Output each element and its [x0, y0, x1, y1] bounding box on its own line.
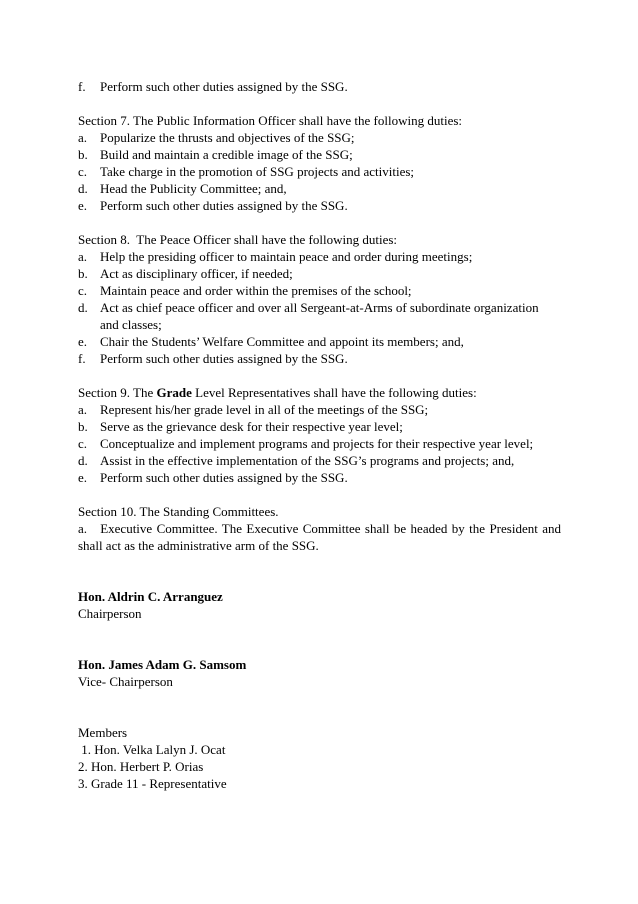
- section-10-heading: Section 10. The Standing Committees.: [78, 504, 279, 519]
- section-10-paragraph: a. Executive Committee. The Executive Committee shall be headed by the President and shall act as the administrative arm of the SSG.: [78, 521, 565, 553]
- list-item: [78, 469, 561, 486]
- list-text: Perform such other duties assigned by the SSG.: [100, 79, 348, 94]
- vice-chairperson-name-text: Hon. James Adam G. Samsom: [78, 657, 247, 672]
- chairperson-name: [78, 588, 561, 605]
- list-text: Chair the Students’ Welfare Committee and appoint its members; and,: [100, 334, 464, 349]
- heading-bold-text: Grade: [156, 385, 192, 400]
- list-marker: c.: [78, 283, 88, 298]
- heading-text: Section 9. The: [78, 385, 157, 400]
- list-marker: e.: [78, 334, 88, 349]
- list-item: [78, 129, 561, 146]
- heading-text: Level Representatives shall have the following duties:: [191, 385, 477, 400]
- list-text: Act as disciplinary officer, if needed;: [100, 266, 293, 281]
- list-text: Represent his/her grade level in all of the meetings of the SSG;: [100, 402, 429, 417]
- list-text: Conceptualize and implement programs and projects for their respective year level;: [100, 436, 534, 451]
- chairperson-title: Chairperson: [78, 606, 142, 621]
- list-marker: a.: [78, 402, 88, 417]
- section-9-heading: [78, 384, 561, 401]
- list-item: [78, 180, 561, 197]
- chairperson-name-text: Hon. Aldrin C. Arranguez: [78, 589, 223, 604]
- list-marker: d.: [78, 181, 88, 196]
- list-text: Popularize the thrusts and objectives of the SSG;: [100, 130, 355, 145]
- list-marker: b.: [78, 266, 88, 281]
- list-marker: f.: [78, 79, 86, 94]
- section-7-heading: Section 7. The Public Information Officer shall have the following duties:: [78, 113, 463, 128]
- list-marker: a.: [78, 130, 88, 145]
- list-text: Take charge in the promotion of SSG projects and activities;: [100, 164, 415, 179]
- list-text: Act as chief peace officer and over all Sergeant-at-Arms of subordinate organization and classes;: [100, 300, 539, 332]
- list-item: [78, 248, 561, 265]
- list-item: [78, 163, 561, 180]
- list-marker: b.: [78, 147, 88, 162]
- document-page: [78, 78, 565, 792]
- list-item: [78, 333, 561, 350]
- list-marker: d.: [78, 453, 88, 468]
- list-marker: c.: [78, 436, 88, 451]
- list-item: [78, 418, 561, 435]
- list-marker: b.: [78, 419, 88, 434]
- list-text: Perform such other duties assigned by the SSG.: [100, 470, 348, 485]
- vice-chairperson-title: Vice- Chairperson: [78, 674, 173, 689]
- list-text: Assist in the effective implementation of the SSG’s programs and projects; and,: [100, 453, 515, 468]
- list-item: [78, 401, 561, 418]
- list-text: Perform such other duties assigned by the SSG.: [100, 351, 348, 366]
- list-item: [78, 265, 561, 282]
- list-text: Maintain peace and order within the premises of the school;: [100, 283, 412, 298]
- members-label: Members: [78, 725, 128, 740]
- section-8-heading: Section 8. The Peace Officer shall have the following duties:: [78, 232, 398, 247]
- list-text: Perform such other duties assigned by the SSG.: [100, 198, 348, 213]
- list-item: [78, 146, 561, 163]
- list-marker: e.: [78, 198, 88, 213]
- list-marker: f.: [78, 351, 86, 366]
- list-marker: e.: [78, 470, 88, 485]
- list-marker: a.: [78, 249, 88, 264]
- vice-chairperson-name: [78, 656, 561, 673]
- list-item: [78, 452, 561, 469]
- list-item: [78, 78, 561, 95]
- list-item: [78, 435, 561, 452]
- list-text: Serve as the grievance desk for their respective year level;: [100, 419, 403, 434]
- member-item: 3. Grade 11 - Representative: [78, 776, 227, 791]
- list-marker: d.: [78, 300, 88, 315]
- member-item: 1. Hon. Velka Lalyn J. Ocat: [78, 742, 226, 757]
- list-text: Build and maintain a credible image of the SSG;: [100, 147, 353, 162]
- list-item: [78, 282, 561, 299]
- list-text: Help the presiding officer to maintain peace and order during meetings;: [100, 249, 473, 264]
- member-item: 2. Hon. Herbert P. Orias: [78, 759, 204, 774]
- list-item: [78, 197, 561, 214]
- list-text: Head the Publicity Committee; and,: [100, 181, 287, 196]
- list-item: [78, 350, 561, 367]
- list-item: [78, 299, 540, 333]
- list-marker: c.: [78, 164, 88, 179]
